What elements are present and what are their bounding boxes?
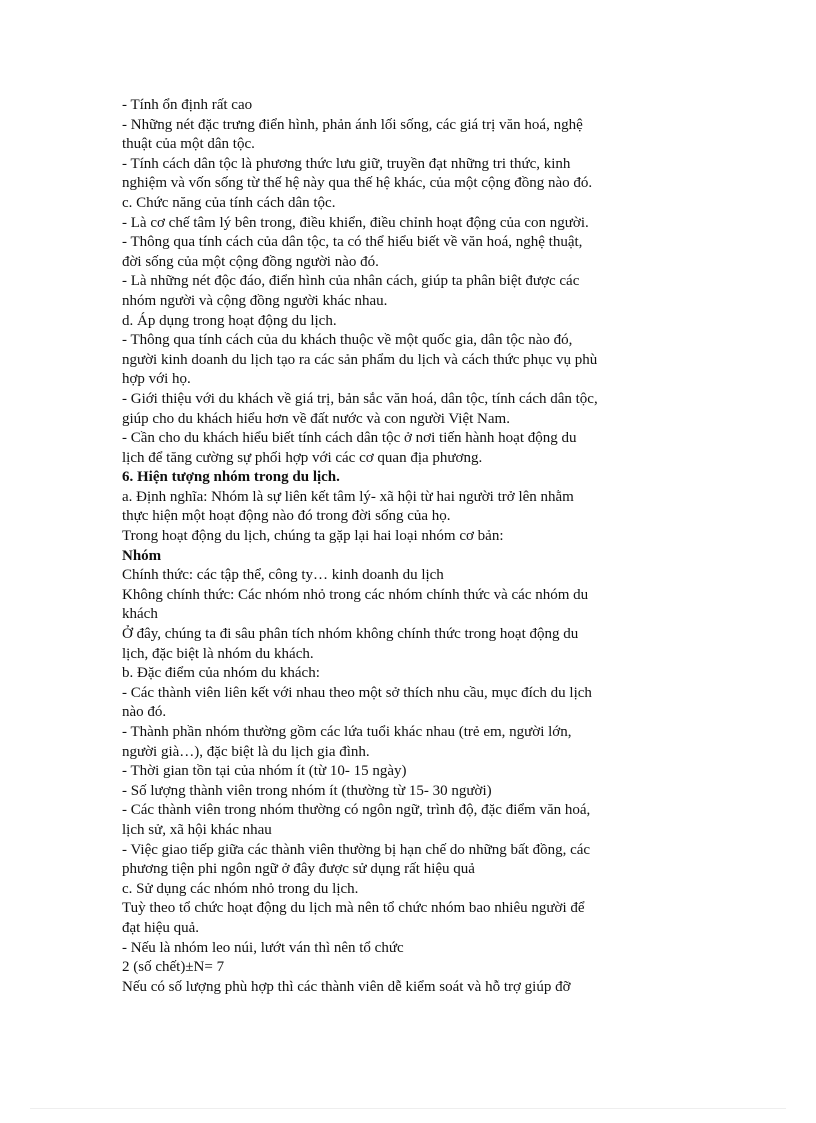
text-line: - Là những nét độc đáo, điển hình của nhân cách, giúp ta phân biệt được các bbox=[122, 273, 580, 290]
text-line: - Các thành viên trong nhóm thường có ngôn ngữ, trình độ, đặc điểm văn hoá, bbox=[122, 802, 591, 819]
text-line: Chính thức: các tập thể, công ty… kinh doanh du lịch bbox=[122, 567, 444, 584]
text-line: lịch để tăng cường sự phối hợp với các cơ quan địa phương. bbox=[122, 449, 483, 466]
text-line: - Những nét đặc trưng điển hình, phản ánh lối sống, các giá trị văn hoá, nghệ bbox=[122, 116, 583, 133]
text-line: đời sống của một cộng đồng người nào đó. bbox=[122, 253, 379, 270]
text-line: - Thành phần nhóm thường gồm các lứa tuổi khác nhau (trẻ em, người lớn, bbox=[122, 724, 572, 740]
text-line: - Là cơ chế tâm lý bên trong, điều khiển, điều chỉnh hoạt động của con người. bbox=[122, 214, 589, 231]
text-line: c. Sử dụng các nhóm nhỏ trong du lịch. bbox=[122, 880, 359, 897]
text-line: Tuỳ theo tổ chức hoạt động du lịch mà nên tổ chức nhóm bao nhiêu người để bbox=[122, 900, 585, 917]
text-line: c. Chức năng của tính cách dân tộc. bbox=[122, 194, 336, 211]
text-line: nhóm người và cộng đồng người khác nhau. bbox=[122, 292, 388, 309]
text-line: - Nếu là nhóm leo núi, lướt ván thì nên tổ chức bbox=[122, 939, 404, 956]
text-line: - Các thành viên liên kết với nhau theo một sở thích nhu cầu, mục đích du lịch bbox=[122, 684, 592, 701]
text-line: nghiệm và vốn sống từ thế hệ này qua thế hệ khác, của một cộng đồng nào đó. bbox=[122, 175, 593, 192]
text-line: - Thông qua tính cách của du khách thuộc về một quốc gia, dân tộc nào đó, bbox=[122, 332, 573, 349]
text-line: Nếu có số lượng phù hợp thì các thành viên dễ kiểm soát và hỗ trợ giúp đỡ bbox=[122, 978, 571, 995]
text-line: hợp với họ. bbox=[122, 371, 191, 388]
text-line: - Tính cách dân tộc là phương thức lưu giữ, truyền đạt những tri thức, kinh bbox=[122, 155, 571, 172]
text-line: lịch sử, xã hội khác nhau bbox=[122, 821, 272, 838]
text-line: b. Đặc điểm của nhóm du khách: bbox=[122, 665, 320, 682]
text-line: - Thông qua tính cách của dân tộc, ta có thể hiểu biết về văn hoá, nghệ thuật, bbox=[122, 234, 583, 251]
page-bottom-divider bbox=[30, 1108, 786, 1109]
text-line: người kinh doanh du lịch tạo ra các sản phẩm du lịch và cách thức phục vụ phù bbox=[122, 351, 598, 368]
text-line: đạt hiệu quả. bbox=[122, 919, 200, 936]
text-line: Trong hoạt động du lịch, chúng ta gặp lại hai loại nhóm cơ bản: bbox=[122, 528, 504, 545]
text-line: - Tính ổn định rất cao bbox=[122, 97, 253, 113]
section-heading: 6. Hiện tượng nhóm trong du lịch. bbox=[122, 469, 340, 486]
text-line: - Thời gian tồn tại của nhóm ít (từ 10- 15 ngày) bbox=[122, 763, 407, 780]
text-line: phương tiện phi ngôn ngữ ở đây được sử dụng rất hiệu quả bbox=[122, 861, 475, 878]
text-line: - Số lượng thành viên trong nhóm ít (thường từ 15- 30 người) bbox=[122, 782, 492, 799]
text-line: - Giới thiệu với du khách về giá trị, bản sắc văn hoá, dân tộc, tính cách dân tộc, bbox=[122, 390, 598, 407]
text-line: giúp cho du khách hiểu hơn về đất nước và con người Việt Nam. bbox=[122, 410, 510, 427]
text-line: khách bbox=[122, 606, 158, 623]
text-line: thực hiện một hoạt động nào đó trong đời sống của họ. bbox=[122, 508, 451, 525]
text-line: a. Định nghĩa: Nhóm là sự liên kết tâm lý- xã hội từ hai người trở lên nhằm bbox=[122, 488, 574, 505]
text-line: thuật của một dân tộc. bbox=[122, 136, 255, 153]
text-line: 2 (số chết)±N= 7 bbox=[122, 959, 225, 976]
text-line: - Cần cho du khách hiểu biết tính cách dân tộc ở nơi tiến hành hoạt động du bbox=[122, 430, 577, 447]
text-line: lịch, đặc biệt là nhóm du khách. bbox=[122, 645, 314, 662]
text-line: - Việc giao tiếp giữa các thành viên thường bị hạn chế do những bất đồng, các bbox=[122, 841, 591, 858]
text-line: người già…), đặc biệt là du lịch gia đình. bbox=[122, 743, 370, 760]
text-line: Không chính thức: Các nhóm nhỏ trong các nhóm chính thức và các nhóm du bbox=[122, 586, 589, 603]
text-line: nào đó. bbox=[122, 704, 167, 721]
text-line: d. Áp dụng trong hoạt động du lịch. bbox=[122, 312, 337, 329]
document-body bbox=[122, 96, 702, 997]
text-line: Ở đây, chúng ta đi sâu phân tích nhóm không chính thức trong hoạt động du bbox=[122, 626, 579, 643]
section-heading: Nhóm bbox=[122, 547, 162, 564]
